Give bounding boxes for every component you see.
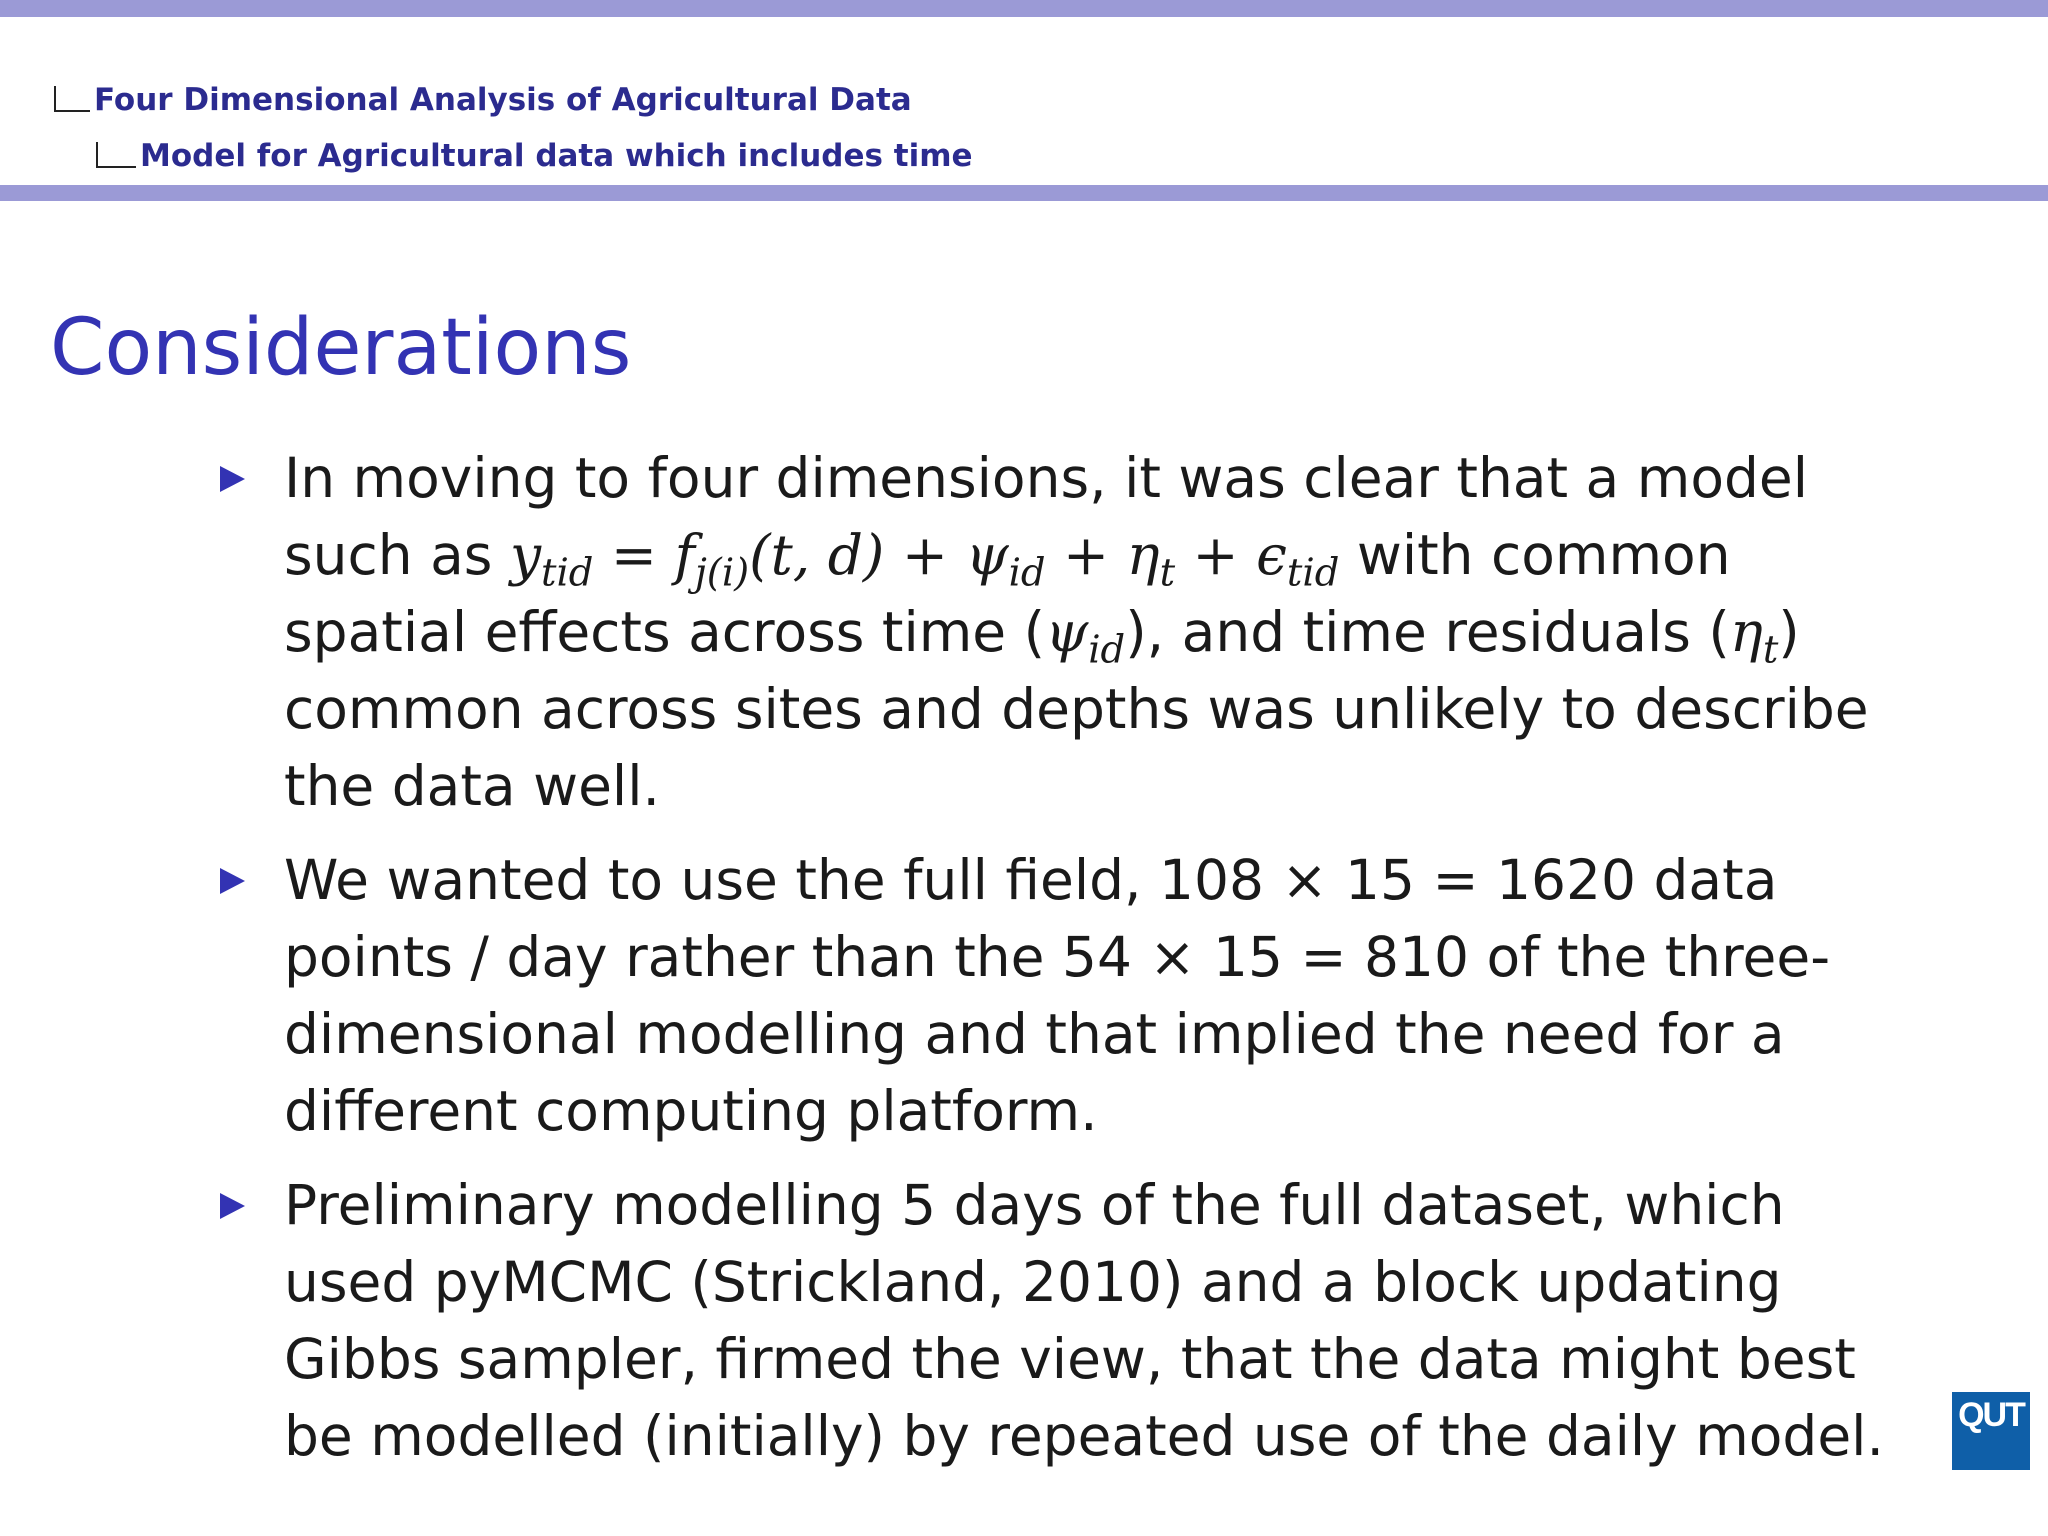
bullet-text: ) common across sites and depths was unlikely to describe the data well. xyxy=(284,600,1869,818)
bullet-text: Preliminary modelling 5 days of the full dataset, which used pyMCMC (Strickland, 2010) and a block updating Gibbs sampler, firmed the view, that the data might best be modelled (initially) by repeated use of the daily model. xyxy=(284,1173,1884,1468)
bullet-item xyxy=(220,842,1900,1150)
bullet-item xyxy=(220,440,1900,825)
bullet-text: In moving to four dimensions, it was clear that a model such as xyxy=(284,446,1808,587)
triangle-bullet-icon xyxy=(220,1193,245,1219)
model-equation: $y_{tid} = f_{j(i)}(t$, $d) + \psi_{id} + \eta_t + \epsilon_{tid}$ xyxy=(509,523,1340,596)
breadcrumb-subsection-label: Model for Agricultural data which includes time xyxy=(140,138,973,174)
bullet-text: with common spatial effects across time ( xyxy=(284,523,1731,664)
psi-symbol: $\psi_{id}$ xyxy=(1045,600,1126,673)
eta-symbol: $\eta_t$ xyxy=(1729,600,1779,673)
bullet-item xyxy=(220,1167,1900,1475)
header-top-bar xyxy=(0,0,2048,17)
breadcrumb-section xyxy=(54,80,912,120)
qut-logo: QUT xyxy=(1952,1392,2030,1470)
bullet-text: We wanted to use the full field, 108 × 15 = 1620 data points / day rather than the 54 × 15 = 810 of the three-dimensional modelling and that implied the need for a different computing platform. xyxy=(284,848,1831,1143)
breadcrumb-subsection xyxy=(96,136,973,176)
slide-title: Considerations xyxy=(50,303,632,394)
tree-elbow-icon xyxy=(54,86,90,112)
triangle-bullet-icon xyxy=(220,868,245,894)
breadcrumb-section-label: Four Dimensional Analysis of Agricultural Data xyxy=(94,82,912,118)
triangle-bullet-icon xyxy=(220,466,245,492)
tree-elbow-icon xyxy=(96,142,136,168)
bullet-text: ), and time residuals ( xyxy=(1125,600,1730,664)
bullet-list xyxy=(220,440,1900,1492)
header-bottom-bar xyxy=(0,185,2048,201)
